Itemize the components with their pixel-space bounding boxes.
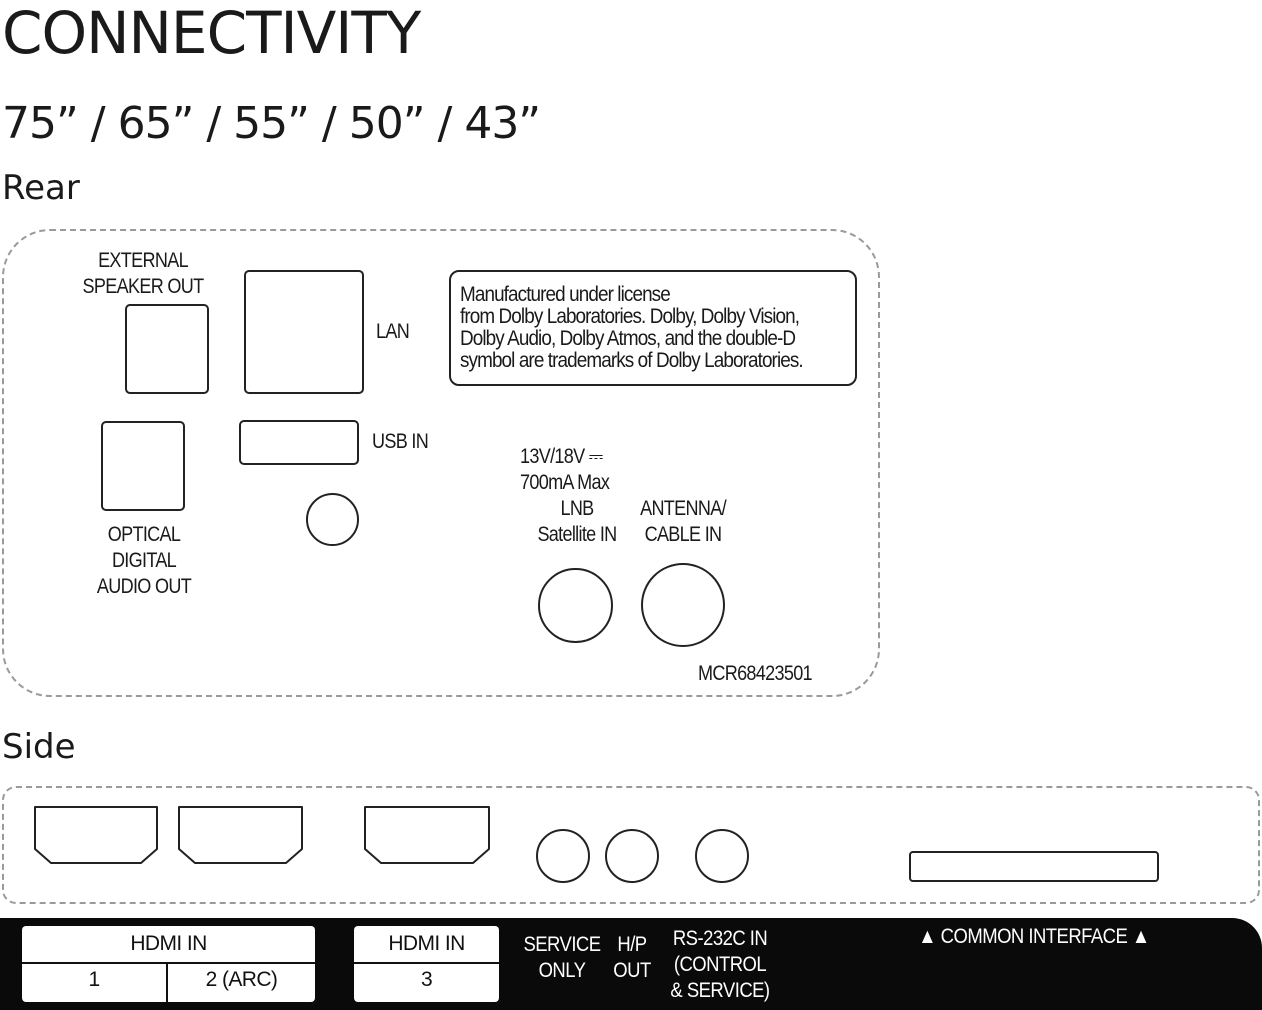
hdmi-port-1: [35, 807, 157, 863]
rs232-port: [696, 830, 748, 882]
page-title: CONNECTIVITY: [2, 0, 421, 67]
rear-heading: Rear: [2, 168, 80, 208]
hdmi-port-1-label: 1: [88, 968, 100, 991]
lnb-power-label: 13V/18V ⎓ 700mA Max: [520, 445, 610, 494]
antenna-label: ANTENNA/ CABLE IN: [640, 497, 726, 546]
optical-label: OPTICAL DIGITAL AUDIO OUT: [96, 523, 192, 598]
lnb-label: LNB Satellite IN: [537, 497, 617, 546]
hdmi-port-2-label: 2 (ARC): [205, 968, 278, 991]
hdmi-in-group-b: [354, 926, 499, 1002]
lan-label: LAN: [376, 320, 410, 343]
service-only-label: SERVICE ONLY: [523, 933, 601, 982]
common-interface-slot: [910, 852, 1158, 881]
common-interface-label: ▲ COMMON INTERFACE ▲: [918, 925, 1150, 948]
dolby-notice-line: Manufactured under license: [460, 283, 670, 306]
hdmi-in-group-a: [22, 926, 315, 1002]
headphone-port: [606, 830, 658, 882]
dolby-notice-line: symbol are trademarks of Dolby Laboratories.: [460, 349, 803, 372]
service-port: [537, 830, 589, 882]
hdmi-port-3-label: 3: [420, 968, 433, 991]
hdmi-in-label: HDMI IN: [130, 932, 207, 955]
rs232-label: RS-232C IN (CONTROL & SERVICE): [670, 927, 770, 1002]
usb-in-label: USB IN: [372, 430, 429, 453]
side-heading: Side: [2, 727, 76, 767]
screen-sizes: 75” / 65” / 55” / 50” / 43”: [2, 98, 541, 149]
dolby-notice-line: Dolby Audio, Dolby Atmos, and the double-D: [460, 327, 796, 350]
external-speaker-out-label: EXTERNAL SPEAKER OUT: [82, 249, 204, 298]
hdmi-port-3: [365, 807, 489, 863]
hdmi-port-2: [179, 807, 302, 863]
hp-out-label: H/P OUT: [613, 933, 651, 982]
hdmi-in-label: HDMI IN: [388, 932, 465, 955]
dolby-notice-line: from Dolby Laboratories. Dolby, Dolby Vision,: [460, 305, 800, 328]
model-code: MCR68423501: [698, 662, 812, 685]
